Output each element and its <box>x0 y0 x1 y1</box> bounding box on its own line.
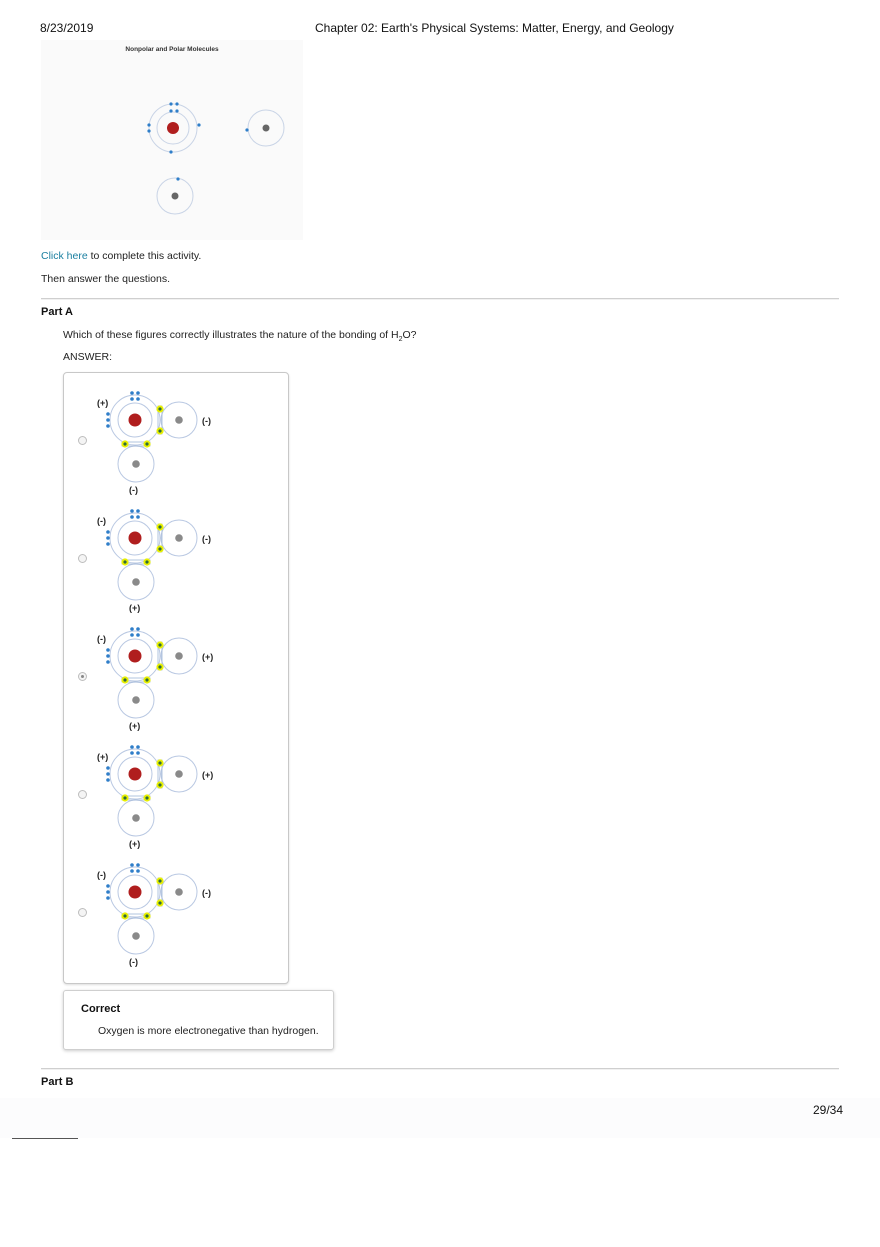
shared-electron <box>158 665 161 668</box>
option-radio-1[interactable] <box>78 436 87 445</box>
oxygen-nucleus <box>129 650 142 663</box>
right-hydrogen-charge-label: (-) <box>202 888 211 898</box>
hydrogen-nucleus <box>175 534 183 542</box>
electron <box>106 412 110 416</box>
electron <box>136 515 140 519</box>
activity-instruction <box>41 250 201 262</box>
electron <box>136 869 140 873</box>
electron <box>136 627 140 631</box>
electron <box>106 766 110 770</box>
shared-electron <box>158 643 161 646</box>
hydrogen-nucleus <box>175 652 183 660</box>
hydrogen-nucleus <box>175 888 183 896</box>
shared-electron <box>123 560 126 563</box>
electron <box>106 890 110 894</box>
electron <box>130 863 134 867</box>
hydrogen-nucleus <box>132 932 140 940</box>
page-title: Chapter 02: Earth's Physical Systems: Matter, Energy, and Geology <box>315 21 674 35</box>
activity-image <box>41 40 303 240</box>
electron <box>136 397 140 401</box>
print-date: 8/23/2019 <box>40 21 94 35</box>
electron <box>106 648 110 652</box>
nonpolar-polar-molecules-figure <box>41 40 303 240</box>
shared-electron <box>158 429 161 432</box>
shared-electron <box>158 879 161 882</box>
hydrogen-nucleus <box>132 460 140 468</box>
feedback-box <box>63 990 334 1050</box>
shared-electron <box>158 407 161 410</box>
electron <box>106 418 110 422</box>
page-number: 29/34 <box>813 1103 844 1117</box>
option-radio-3[interactable] <box>78 672 87 681</box>
option-figure-1[interactable] <box>94 387 224 501</box>
electron <box>106 896 110 900</box>
option-radio-5[interactable] <box>78 908 87 917</box>
shared-electron <box>123 442 126 445</box>
option-figure-3[interactable] <box>94 623 224 737</box>
hydrogen-nucleus <box>175 416 183 424</box>
feedback-status: Correct <box>81 1003 121 1015</box>
page-footer <box>0 1098 880 1138</box>
option-figure-4[interactable] <box>94 741 224 855</box>
shared-electron <box>158 783 161 786</box>
shared-electron <box>145 914 148 917</box>
electron <box>136 509 140 513</box>
electron <box>130 515 134 519</box>
right-hydrogen-charge-label: (-) <box>202 534 211 544</box>
shared-electron <box>158 761 161 764</box>
question-text-end: O? <box>402 329 417 341</box>
part-a-label: Part A <box>41 306 73 318</box>
electron <box>130 745 134 749</box>
activity-link-suffix: to complete this activity. <box>87 250 202 262</box>
electron <box>130 397 134 401</box>
shared-electron <box>123 796 126 799</box>
water-molecule-icon <box>94 505 224 619</box>
shared-electron <box>158 547 161 550</box>
bottom-hydrogen-charge-label: (+) <box>129 839 141 849</box>
right-hydrogen-charge-label: (-) <box>202 416 211 426</box>
shared-electron <box>158 901 161 904</box>
shared-electron <box>145 560 148 563</box>
feedback-message: Oxygen is more electronegative than hydrogen. <box>98 1025 319 1037</box>
water-molecule-icon <box>94 387 224 501</box>
shared-electron <box>145 678 148 681</box>
option-radio-4[interactable] <box>78 790 87 799</box>
electron <box>106 542 110 546</box>
hydrogen-nucleus <box>175 770 183 778</box>
electron <box>106 772 110 776</box>
question-instruction: Then answer the questions. <box>41 273 170 285</box>
divider <box>41 1068 839 1069</box>
activity-image-title: Nonpolar and Polar Molecules <box>125 46 219 53</box>
oxygen-nucleus <box>129 768 142 781</box>
oxygen-nucleus <box>129 886 142 899</box>
electron <box>130 751 134 755</box>
electron <box>106 530 110 534</box>
electron <box>136 863 140 867</box>
electron <box>136 391 140 395</box>
divider <box>41 298 839 299</box>
electron <box>106 778 110 782</box>
hydrogen-nucleus <box>132 578 140 586</box>
right-hydrogen-charge-label: (+) <box>202 770 214 780</box>
electron <box>130 869 134 873</box>
electron <box>106 884 110 888</box>
electron <box>106 660 110 664</box>
hydrogen-nucleus <box>132 696 140 704</box>
shared-electron <box>145 442 148 445</box>
oxygen-charge-label: (-) <box>97 634 106 644</box>
oxygen-charge-label: (-) <box>97 870 106 880</box>
shared-electron <box>123 914 126 917</box>
shared-electron <box>158 525 161 528</box>
right-hydrogen-charge-label: (+) <box>202 652 214 662</box>
oxygen-charge-label: (+) <box>97 398 109 408</box>
electron <box>136 633 140 637</box>
option-figure-2[interactable] <box>94 505 224 619</box>
electron <box>130 627 134 631</box>
answer-options-box <box>63 372 289 984</box>
bottom-hydrogen-charge-label: (+) <box>129 721 141 731</box>
oxygen-charge-label: (-) <box>97 516 106 526</box>
water-molecule-icon <box>94 741 224 855</box>
electron <box>130 633 134 637</box>
water-molecule-icon <box>94 859 224 973</box>
shared-electron <box>145 796 148 799</box>
question-subscript: 2 <box>398 336 403 344</box>
shared-electron <box>123 678 126 681</box>
oxygen-charge-label: (+) <box>97 752 109 762</box>
option-figure-5[interactable] <box>94 859 224 973</box>
electron <box>130 509 134 513</box>
electron <box>136 751 140 755</box>
part-a-question <box>63 329 417 343</box>
bottom-hydrogen-charge-label: (+) <box>129 603 141 613</box>
electron <box>106 654 110 658</box>
electron <box>106 424 110 428</box>
option-radio-2[interactable] <box>78 554 87 563</box>
answer-label: ANSWER: <box>63 351 113 363</box>
water-molecule-icon <box>94 623 224 737</box>
bottom-hydrogen-charge-label: (-) <box>129 957 138 967</box>
hydrogen-nucleus <box>132 814 140 822</box>
electron <box>106 536 110 540</box>
question-text: Which of these figures correctly illustrates the nature of the bonding of H <box>63 329 399 341</box>
oxygen-nucleus <box>129 414 142 427</box>
oxygen-nucleus <box>129 532 142 545</box>
electron <box>136 745 140 749</box>
activity-link[interactable]: Click here <box>41 250 88 262</box>
electron <box>130 391 134 395</box>
bottom-hydrogen-charge-label: (-) <box>129 485 138 495</box>
footer-rule <box>12 1138 78 1139</box>
part-b-label: Part B <box>41 1076 74 1088</box>
